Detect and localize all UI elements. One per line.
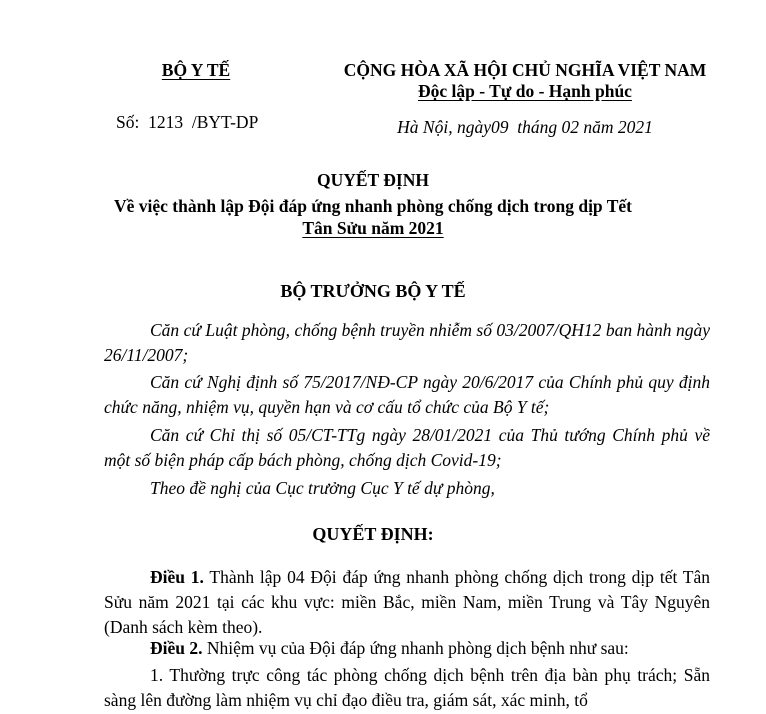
- article-1: [104, 565, 710, 640]
- legal-basis-paragraph: Theo đề nghị của Cục trưởng Cục Y tế dự phòng,: [150, 478, 495, 498]
- agency-block: [116, 60, 276, 81]
- issuing-authority: BỘ TRƯỞNG BỘ Y TẾ: [280, 281, 466, 301]
- article-2-item: 1. Thường trực công tác phòng chống dịch bệnh trên địa bàn phụ trách; Sẵn sàng lên đường làm nhiệm vụ chỉ đạo điều tra, giám sát, xác minh, tổ: [104, 665, 710, 710]
- document-subject-line-1: Về việc thành lập Đội đáp ứng nhanh phòng chống dịch trong dịp Tết: [114, 196, 632, 216]
- agency-name: BỘ Y TẾ: [161, 60, 231, 80]
- nation-name: CỘNG HÒA XÃ HỘI CHỦ NGHĨA VIỆT NAM: [343, 60, 707, 80]
- document-type-title: QUYẾT ĐỊNH: [317, 170, 429, 190]
- legal-basis-paragraph: Căn cứ Nghị định số 75/2017/NĐ-CP ngày 20/6/2017 của Chính phủ quy định chức năng, nhiệm vụ, quyền hạn và cơ cấu tổ chức của Bộ Y tế;: [104, 372, 710, 417]
- decision-heading: QUYẾT ĐỊNH:: [312, 524, 434, 544]
- document-number: Số: 1213 /BYT-DP: [116, 112, 259, 132]
- legal-basis-paragraph: Căn cứ Luật phòng, chống bệnh truyền nhiễm số 03/2007/QH12 ban hành ngày 26/11/2007;: [104, 320, 710, 365]
- article-label: Điều 2.: [150, 638, 203, 658]
- document-subject-line-2: Tân Sửu năm 2021: [302, 218, 444, 238]
- place-date-line: Hà Nội, ngày09 tháng 02 năm 2021: [397, 117, 653, 137]
- legal-basis-paragraph: Căn cứ Chỉ thị số 05/CT-TTg ngày 28/01/2021 của Thủ tướng Chính phủ về một số biện pháp cấp bách phòng, chống dịch Covid-19;: [104, 425, 710, 470]
- national-heading: [320, 60, 730, 102]
- article-text: Thành lập 04 Đội đáp ứng nhanh phòng chống dịch trong dịp tết Tân Sửu năm 2021 tại các khu vực: miền Bắc, miền Nam, miền Trung và Tây Nguyên (Danh sách kèm theo).: [104, 567, 711, 637]
- article-text: Nhiệm vụ của Đội đáp ứng nhanh phòng dịch bệnh như sau:: [202, 638, 629, 658]
- article-label: Điều 1.: [150, 567, 204, 587]
- national-motto: Độc lập - Tự do - Hạnh phúc: [418, 81, 632, 101]
- article-2: [104, 636, 710, 661]
